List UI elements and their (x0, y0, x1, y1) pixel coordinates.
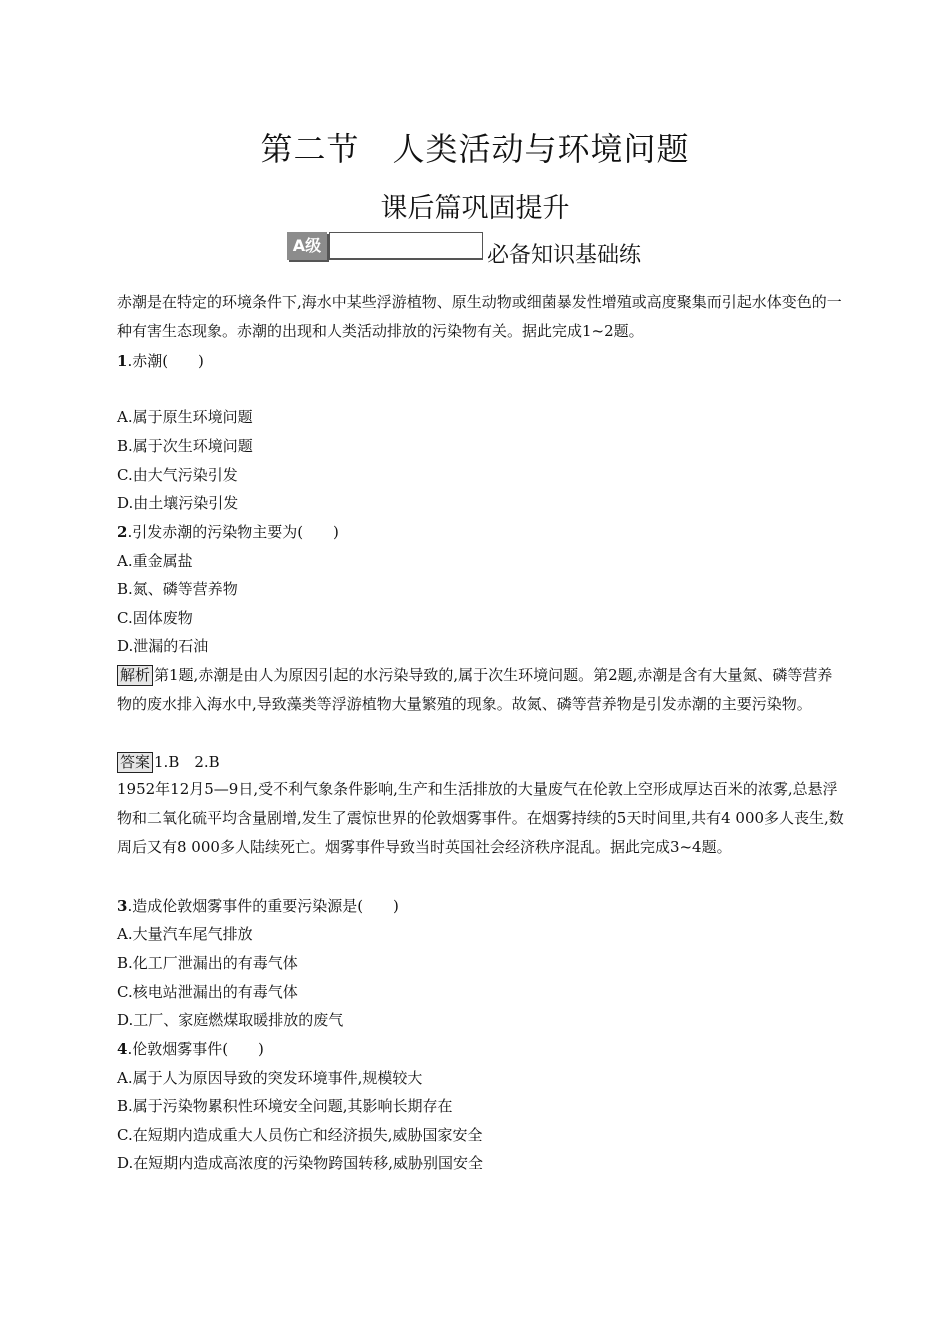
analysis-block (117, 661, 847, 719)
analysis-tag: 解析 (117, 665, 153, 686)
question-stem: .赤潮( ) (127, 352, 204, 370)
q4-option-b: B.属于污染物累积性环境安全问题,其影响长期存在 (117, 1097, 453, 1115)
answer-text: 1.B 2.B (154, 753, 220, 771)
q2-option-d: D.泄漏的石油 (117, 637, 209, 655)
analysis-text: 第1题,赤潮是由人为原因引起的水污染导致的,属于次生环境问题。第2题,赤潮是含有大量氮、磷等营养物的废水排入海水中,导致藻类等浮游植物大量繁殖的现象。故氮、磷等营养物是引发赤潮的主要污染物。 (117, 666, 833, 713)
question-number: 2 (117, 523, 128, 541)
q1-option-c: C.由大气污染引发 (117, 466, 238, 484)
q1-option-d: D.由土壤污染引发 (117, 494, 239, 512)
question-4 (117, 1038, 264, 1060)
question-stem: .伦敦烟雾事件( ) (127, 1040, 264, 1058)
q1-option-a: A.属于原生环境问题 (117, 408, 253, 426)
q2-option-b: B.氮、磷等营养物 (117, 580, 238, 598)
level-name-box (329, 232, 483, 260)
question-2 (117, 521, 339, 543)
question-number: 4 (117, 1040, 128, 1058)
q1-option-b: B.属于次生环境问题 (117, 437, 253, 455)
q3-option-d: D.工厂、家庭燃煤取暖排放的废气 (117, 1011, 344, 1029)
q4-option-a: A.属于人为原因导致的突发环境事件,规模较大 (117, 1069, 423, 1087)
question-stem: .引发赤潮的污染物主要为( ) (127, 523, 339, 541)
page-title: 第二节 人类活动与环境问题 (260, 130, 690, 168)
question-number: 1 (117, 352, 128, 370)
q4-option-d: D.在短期内造成高浓度的污染物跨国转移,威胁别国安全 (117, 1154, 484, 1172)
passage-2: 1952年12月5—9日,受不利气象条件影响,生产和生活排放的大量废气在伦敦上空形成厚达百米的浓雾,总悬浮物和二氧化硫平均含量剧增,发生了震惊世界的伦敦烟雾事件。在烟雾持续的5天时间里,共有4 000多人丧生,数周后又有8 000多人陆续死亡。烟雾事件导致当时英国社会经济秩序混乱。据此完成3~4题。 (117, 780, 844, 856)
level-label: 必备知识基础练 (487, 243, 642, 268)
q3-option-a: A.大量汽车尾气排放 (117, 925, 253, 943)
question-3 (117, 895, 399, 917)
q2-option-c: C.固体废物 (117, 609, 193, 627)
question-number: 3 (117, 897, 128, 915)
q3-option-c: C.核电站泄漏出的有毒气体 (117, 983, 298, 1001)
page-subtitle: 课后篇巩固提升 (380, 193, 570, 224)
q3-option-b: B.化工厂泄漏出的有毒气体 (117, 954, 298, 972)
answer-block (117, 751, 220, 773)
passage-1: 赤潮是在特定的环境条件下,海水中某些浮游植物、原生动物或细菌暴发性增殖或高度聚集而引起水体变色的一种有害生态现象。赤潮的出现和人类活动排放的污染物有关。据此完成1~2题。 (117, 293, 842, 340)
question-stem: .造成伦敦烟雾事件的重要污染源是( ) (127, 897, 399, 915)
level-badge: A级 (287, 232, 327, 260)
question-1 (117, 350, 204, 372)
q2-option-a: A.重金属盐 (117, 552, 193, 570)
answer-tag: 答案 (117, 752, 153, 773)
q4-option-c: C.在短期内造成重大人员伤亡和经济损失,威胁国家安全 (117, 1126, 483, 1144)
